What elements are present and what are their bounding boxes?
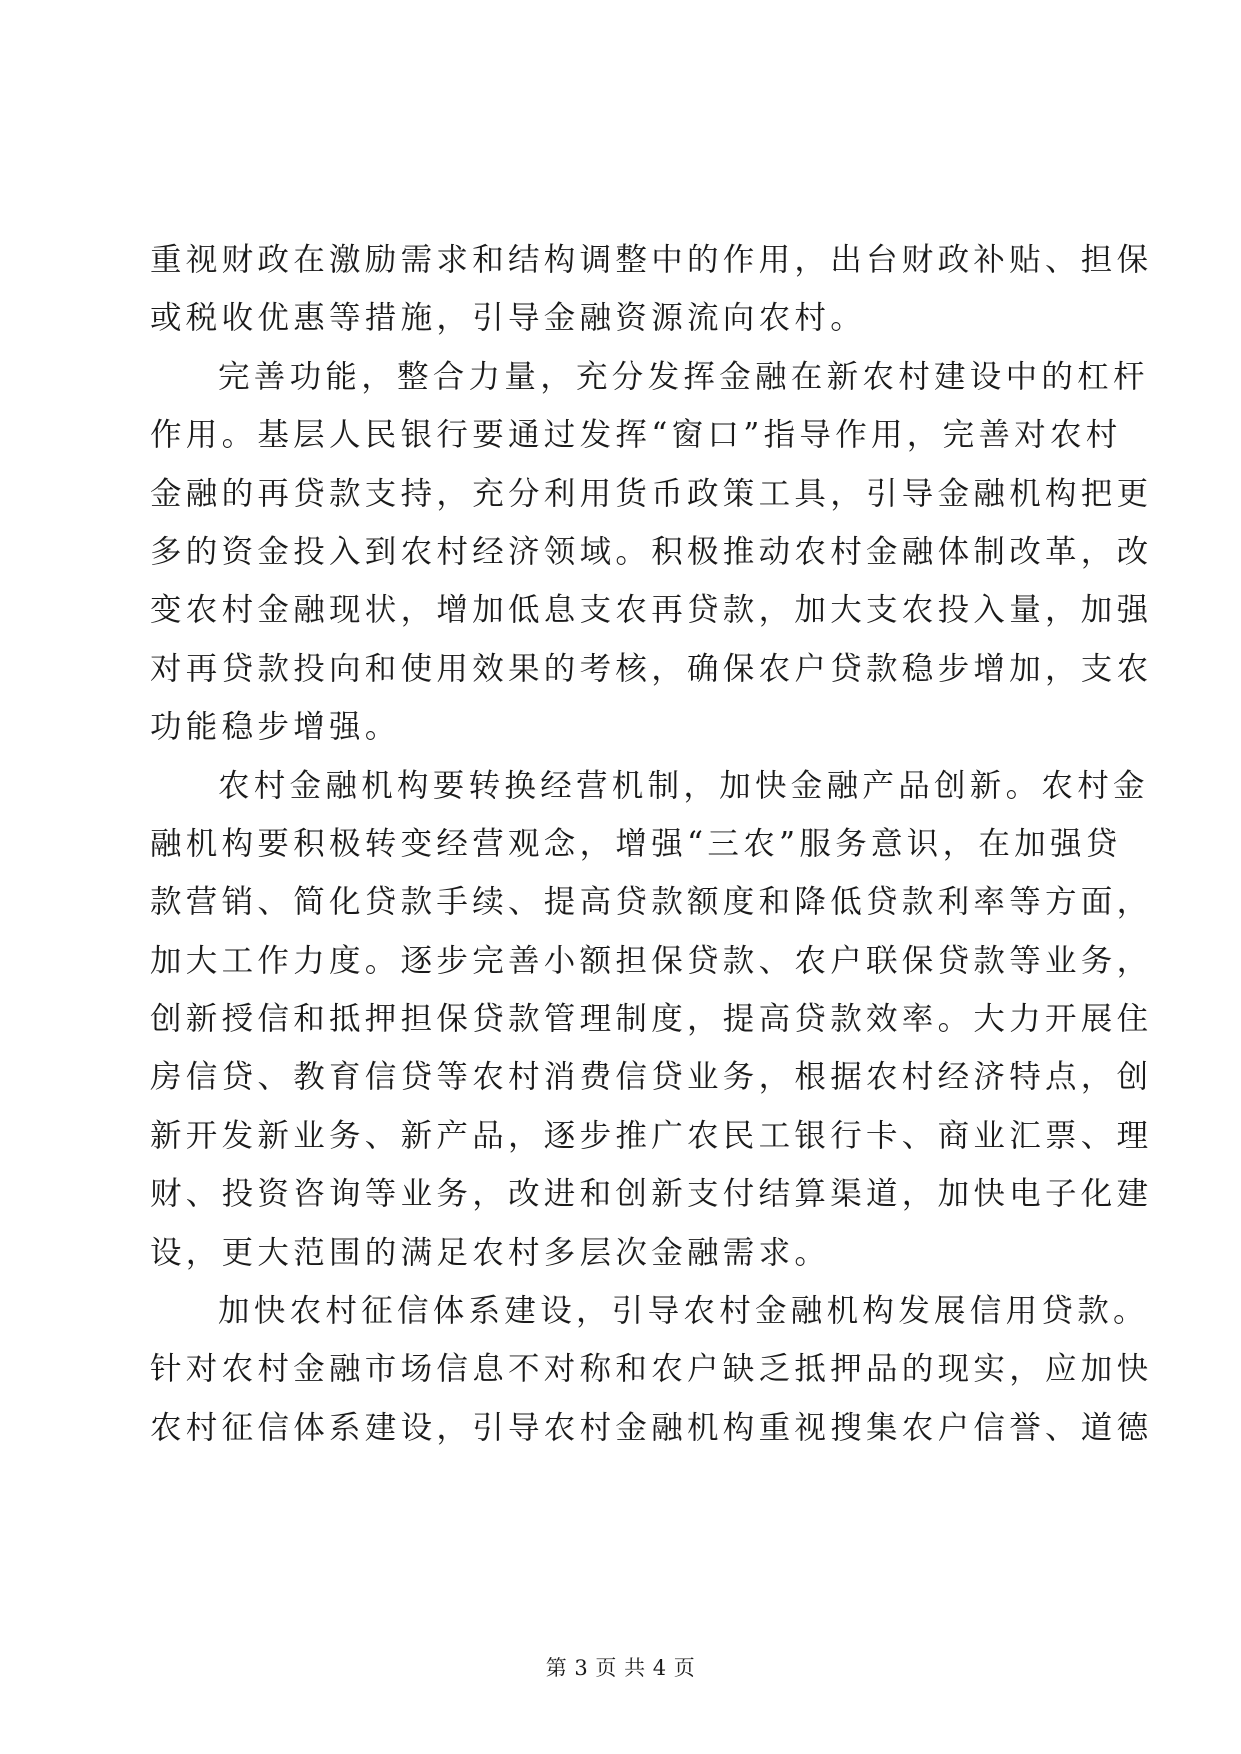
text-line: 功能稳步增强。	[150, 709, 401, 746]
text-line: 创新授信和抵押担保贷款管理制度，提高贷款效率。大力开展住	[150, 1001, 1153, 1038]
text-line: 融机构要积极转变经营观念，增强“三农”服务意识，在加强贷	[150, 825, 1122, 862]
text-line: 农村金融机构要转换经营机制，加快金融产品创新。农村金	[218, 767, 1149, 804]
text-line: 金融的再贷款支持，充分利用货币政策工具，引导金融机构把更	[150, 475, 1153, 512]
text-line: 重视财政在激励需求和结构调整中的作用，出台财政补贴、担保	[150, 242, 1153, 278]
text-line: 或税收优惠等措施，引导金融资源流向农村。	[150, 300, 867, 337]
text-line: 财、投资咨询等业务，改进和创新支付结算渠道，加快电子化建	[150, 1176, 1153, 1213]
text-line: 加快农村征信体系建设，引导农村金融机构发展信用贷款。	[218, 1293, 1149, 1330]
text-line: 款营销、简化贷款手续、提高贷款额度和降低贷款利率等方面，	[150, 884, 1153, 921]
text-line: 农村征信体系建设，引导农村金融机构重视搜集农户信誉、道德	[150, 1409, 1153, 1446]
text-line: 设，更大范围的满足农村多层次金融需求。	[150, 1234, 831, 1271]
document-body	[150, 231, 1153, 1457]
text-line: 针对农村金融市场信息不对称和农户缺乏抵押品的现实，应加快	[150, 1351, 1153, 1388]
text-line: 加大工作力度。逐步完善小额担保贷款、农户联保贷款等业务，	[150, 942, 1153, 979]
page-number-footer: 第 3 页 共 4 页	[545, 1656, 696, 1680]
text-line: 新开发新业务、新产品，逐步推广农民工银行卡、商业汇票、理	[150, 1117, 1153, 1154]
text-line: 变农村金融现状，增加低息支农再贷款，加大支农投入量，加强	[150, 592, 1153, 629]
text-line: 完善功能，整合力量，充分发挥金融在新农村建设中的杠杆	[218, 358, 1149, 395]
text-line: 对再贷款投向和使用效果的考核，确保农户贷款稳步增加，支农	[150, 650, 1153, 687]
text-line: 作用。基层人民银行要通过发挥“窗口”指导作用，完善对农村	[150, 417, 1122, 454]
text-line: 房信贷、教育信贷等农村消费信贷业务，根据农村经济特点，创	[150, 1059, 1153, 1096]
text-line: 多的资金投入到农村经济领域。积极推动农村金融体制改革，改	[150, 533, 1153, 570]
